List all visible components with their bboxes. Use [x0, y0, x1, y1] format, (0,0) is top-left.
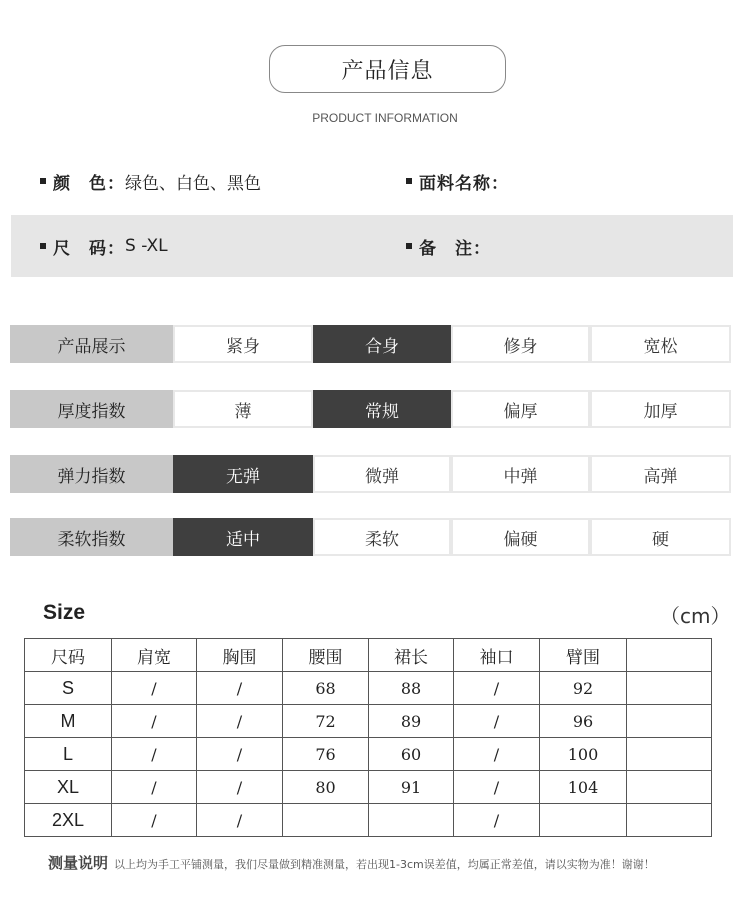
attribute-option: 硬 — [590, 518, 731, 556]
bullet-icon — [406, 178, 412, 184]
attribute-option: 修身 — [451, 325, 590, 363]
table-cell — [627, 738, 712, 771]
attribute-option: 高弹 — [590, 455, 731, 493]
attribute-option: 微弹 — [313, 455, 451, 493]
table-cell — [627, 705, 712, 738]
measurement-note — [48, 852, 738, 873]
table-cell: 104 — [540, 771, 627, 804]
table-cell: / — [454, 771, 540, 804]
info-fabric — [406, 150, 509, 212]
bullet-icon — [40, 243, 46, 249]
info-remark — [406, 215, 491, 277]
table-cell: 80 — [283, 771, 369, 804]
section-subtitle: PRODUCT INFORMATION — [312, 111, 458, 125]
bullet-icon — [406, 243, 412, 249]
table-header-cell: 肩宽 — [112, 639, 197, 672]
table-cell: / — [197, 705, 283, 738]
table-header-cell: 裙长 — [369, 639, 454, 672]
note-text: 以上均为手工平铺测量，我们尽量做到精准测量，若出现1-3cm误差值，均属正常差值，请以实物为准！谢谢！ — [114, 858, 655, 871]
attribute-option: 紧身 — [173, 325, 313, 363]
size-table — [24, 638, 712, 837]
table-cell: 91 — [369, 771, 454, 804]
table-row — [25, 804, 712, 837]
attribute-option: 合身 — [313, 325, 451, 363]
table-row — [25, 738, 712, 771]
table-cell: / — [197, 738, 283, 771]
attribute-option: 偏硬 — [451, 518, 590, 556]
attribute-option: 薄 — [173, 390, 313, 428]
table-cell: 76 — [283, 738, 369, 771]
table-header-cell — [627, 639, 712, 672]
table-cell: 88 — [369, 672, 454, 705]
color-label: 颜 色： — [53, 173, 125, 194]
table-cell — [627, 771, 712, 804]
table-cell: / — [454, 672, 540, 705]
table-cell: / — [197, 672, 283, 705]
attribute-label: 弹力指数 — [10, 455, 173, 493]
size-value: S -XL — [125, 236, 168, 256]
table-cell: / — [454, 804, 540, 837]
table-cell: 60 — [369, 738, 454, 771]
table-cell: 96 — [540, 705, 627, 738]
attribute-option: 中弹 — [451, 455, 590, 493]
attribute-label: 产品展示 — [10, 325, 173, 363]
note-title: 测量说明 — [48, 854, 109, 872]
size-chart-title: Size — [43, 601, 86, 624]
table-row — [25, 705, 712, 738]
size-code-cell: 2XL — [25, 804, 112, 837]
remark-label: 备 注： — [419, 238, 491, 259]
size-chart-unit: （cm） — [660, 604, 731, 628]
table-header-cell: 腰围 — [283, 639, 369, 672]
section-title-box — [269, 45, 506, 93]
size-code-cell: XL — [25, 771, 112, 804]
bullet-icon — [40, 178, 46, 184]
size-code-cell: S — [25, 672, 112, 705]
table-header-cell: 尺码 — [25, 639, 112, 672]
attribute-option: 柔软 — [313, 518, 451, 556]
table-cell: 68 — [283, 672, 369, 705]
table-row — [25, 771, 712, 804]
fabric-label: 面料名称： — [419, 173, 509, 194]
attribute-option: 适中 — [173, 518, 313, 556]
table-header-row — [25, 639, 712, 672]
table-cell — [627, 672, 712, 705]
info-size — [40, 215, 168, 277]
attribute-label: 柔软指数 — [10, 518, 173, 556]
table-cell: 100 — [540, 738, 627, 771]
table-header-cell: 臂围 — [540, 639, 627, 672]
attribute-option: 宽松 — [590, 325, 731, 363]
attribute-option: 常规 — [313, 390, 451, 428]
info-row-color-fabric — [11, 150, 733, 212]
table-cell: / — [197, 804, 283, 837]
color-value: 绿色、白色、黑色 — [125, 173, 261, 194]
table-cell: 89 — [369, 705, 454, 738]
table-header-cell: 袖口 — [454, 639, 540, 672]
attribute-label: 厚度指数 — [10, 390, 173, 428]
table-cell — [369, 804, 454, 837]
info-color — [40, 150, 261, 212]
table-cell: / — [112, 738, 197, 771]
table-cell: / — [112, 672, 197, 705]
table-cell: 92 — [540, 672, 627, 705]
table-cell: / — [454, 705, 540, 738]
table-cell: 72 — [283, 705, 369, 738]
attribute-option: 加厚 — [590, 390, 731, 428]
section-title: 产品信息 — [341, 58, 434, 84]
table-cell: / — [197, 771, 283, 804]
table-row — [25, 672, 712, 705]
attribute-option: 偏厚 — [451, 390, 590, 428]
table-cell: / — [112, 705, 197, 738]
size-code-cell: L — [25, 738, 112, 771]
table-cell: / — [112, 804, 197, 837]
table-cell: / — [454, 738, 540, 771]
table-header-cell: 胸围 — [197, 639, 283, 672]
table-cell — [627, 804, 712, 837]
table-cell — [283, 804, 369, 837]
table-cell: / — [112, 771, 197, 804]
table-cell — [540, 804, 627, 837]
size-label: 尺 码： — [53, 238, 125, 259]
info-row-size-remark — [11, 215, 733, 277]
attribute-option: 无弹 — [173, 455, 313, 493]
size-code-cell: M — [25, 705, 112, 738]
